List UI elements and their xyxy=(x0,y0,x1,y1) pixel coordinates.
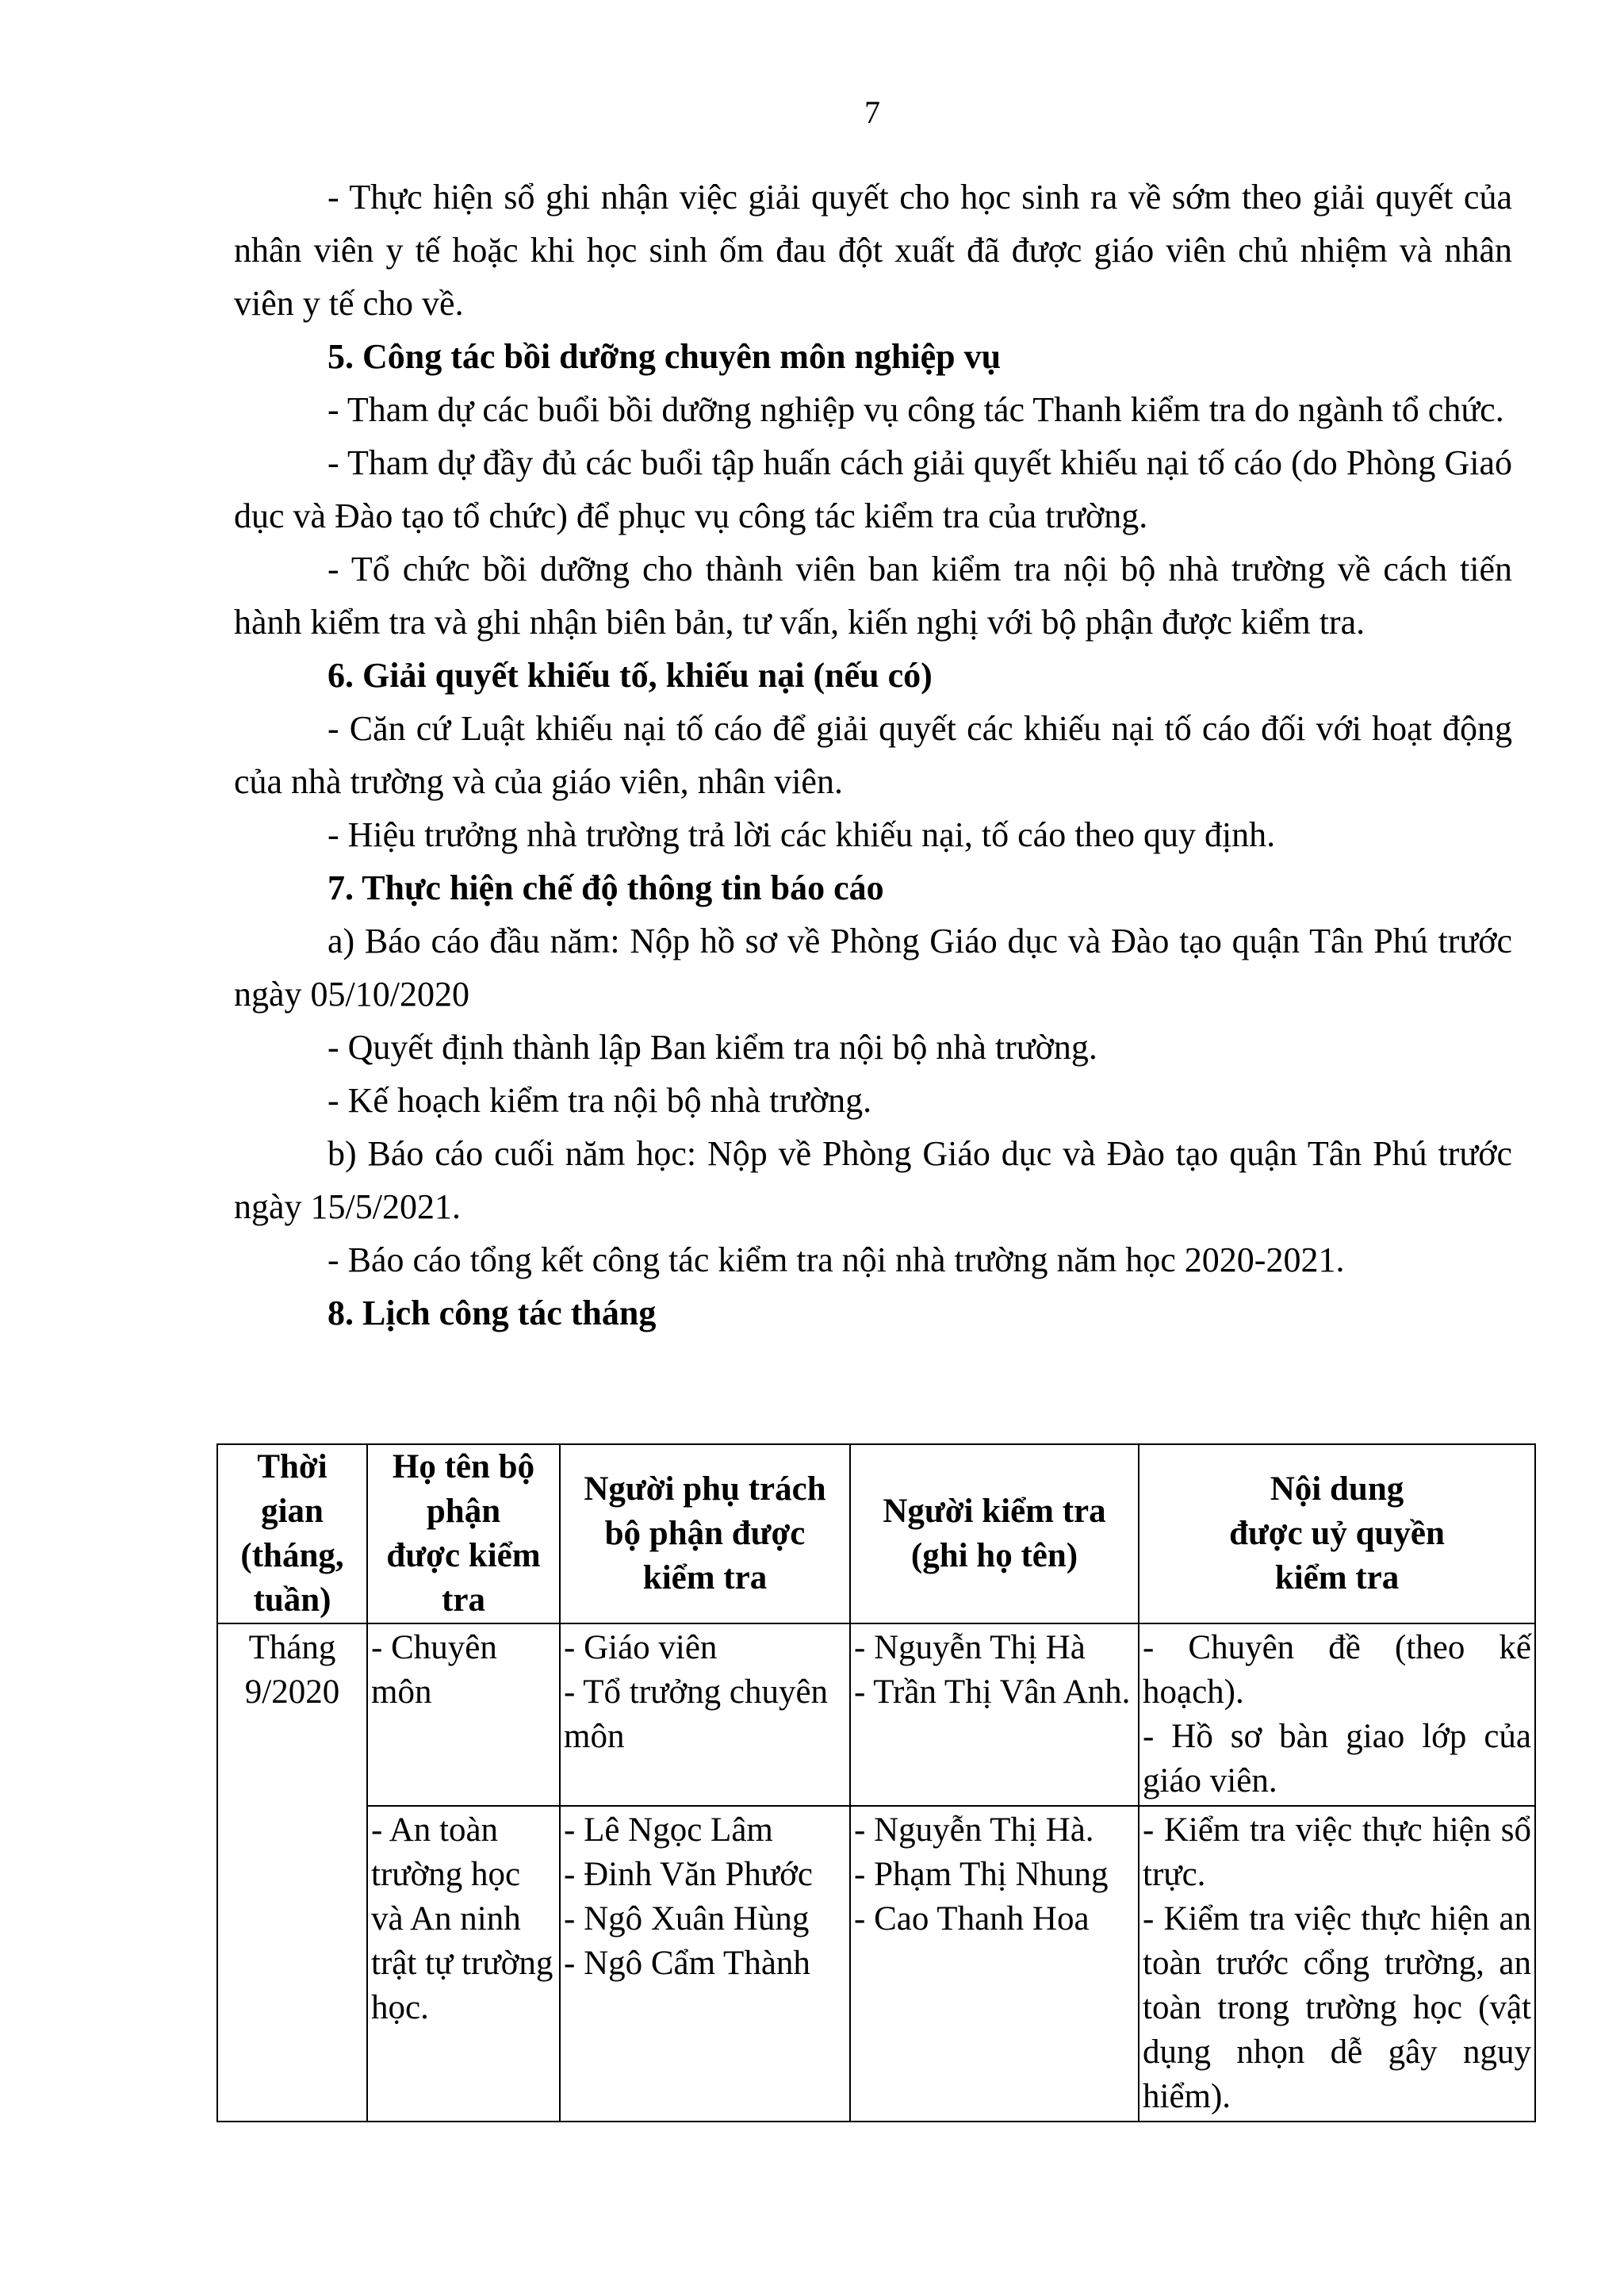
paragraph: - Tham dự đầy đủ các buổi tập huấn cách giải quyết khiếu nại tố cáo (do Phòng Giaó dục và Đào tạo tổ chức) để phục vụ công tác kiểm tra của trường. xyxy=(234,443,1512,535)
responsible-cell: - Lê Ngọc Lâm - Đinh Văn Phước - Ngô Xuân Hùng - Ngô Cẩm Thành xyxy=(560,1806,850,2122)
page-number: 7 xyxy=(864,94,880,130)
paragraph: - Báo cáo tổng kết công tác kiểm tra nội nhà trường năm học 2020-2021. xyxy=(327,1240,1345,1279)
month-cell: Tháng 9/2020 xyxy=(217,1623,367,2122)
content-cell: - Kiểm tra việc thực hiện sổ trực. - Kiểm tra việc thực hiện an toàn trước cổng trường, an toàn trong trường học (vật dụng nhọn dễ gây nguy hiểm). xyxy=(1139,1806,1535,2122)
paragraph: - Thực hiện sổ ghi nhận việc giải quyết cho học sinh ra về sớm theo giải quyết của nhân viên y tế hoặc khi học sinh ốm đau đột xuất đã được giáo viên chủ nhiệm và nhân viên y tế cho về. xyxy=(234,178,1512,323)
header-inspector: Người kiểm tra (ghi họ tên) xyxy=(850,1444,1139,1623)
content-cell: - Chuyên đề (theo kế hoạch). - Hồ sơ bàn giao lớp của giáo viên. xyxy=(1139,1623,1535,1806)
department-cell: - Chuyên môn xyxy=(367,1623,560,1806)
header-time: Thời gian (tháng, tuần) xyxy=(217,1444,367,1623)
monthly-schedule-table xyxy=(216,1443,1536,2122)
section-heading: 7. Thực hiện chế độ thông tin báo cáo xyxy=(327,868,884,907)
header-responsible: Người phụ trách bộ phận được kiểm tra xyxy=(560,1444,850,1623)
inspector-cell: - Nguyễn Thị Hà. - Phạm Thị Nhung - Cao Thanh Hoa xyxy=(850,1806,1139,2122)
section-heading: 8. Lịch công tác tháng xyxy=(327,1294,657,1332)
paragraph: - Tổ chức bồi dưỡng cho thành viên ban kiểm tra nội bộ nhà trường về cách tiến hành kiểm tra và ghi nhận biên bản, tư vấn, kiến nghị với bộ phận được kiểm tra. xyxy=(234,550,1512,642)
paragraph: - Kế hoạch kiểm tra nội bộ nhà trường. xyxy=(327,1081,872,1120)
inspector-cell: - Nguyễn Thị Hà - Trần Thị Vân Anh. xyxy=(850,1623,1139,1806)
table-header-row xyxy=(217,1444,1535,1623)
paragraph: - Quyết định thành lập Ban kiểm tra nội bộ nhà trường. xyxy=(327,1028,1097,1067)
paragraph: - Hiệu trưởng nhà trường trả lời các khiếu nại, tố cáo theo quy định. xyxy=(327,815,1276,854)
table-row xyxy=(217,1623,1535,1806)
paragraph: - Căn cứ Luật khiếu nại tố cáo để giải quyết các khiếu nại tố cáo đối với hoạt động của nhà trường và của giáo viên, nhân viên. xyxy=(234,709,1512,801)
section-heading: 6. Giải quyết khiếu tố, khiếu nại (nếu có) xyxy=(327,656,933,695)
section-heading: 5. Công tác bồi dưỡng chuyên môn nghiệp vụ xyxy=(327,337,1002,376)
header-department: Họ tên bộ phận được kiểm tra xyxy=(367,1444,560,1623)
paragraph: a) Báo cáo đầu năm: Nộp hồ sơ về Phòng Giáo dục và Đào tạo quận Tân Phú trước ngày 05/10/2020 xyxy=(234,922,1512,1014)
document-body xyxy=(234,171,1512,1340)
header-content: Nội dung được uỷ quyền kiểm tra xyxy=(1139,1444,1535,1623)
table-row xyxy=(217,1806,1535,2122)
department-cell: - An toàn trường học và An ninh trật tự trường học. xyxy=(367,1806,560,2122)
responsible-cell: - Giáo viên - Tổ trưởng chuyên môn xyxy=(560,1623,850,1806)
paragraph: - Tham dự các buổi bồi dưỡng nghiệp vụ công tác Thanh kiểm tra do ngành tổ chức. xyxy=(327,390,1504,429)
paragraph: b) Báo cáo cuối năm học: Nộp về Phòng Giáo dục và Đào tạo quận Tân Phú trước ngày 15/5/2021. xyxy=(234,1134,1512,1226)
